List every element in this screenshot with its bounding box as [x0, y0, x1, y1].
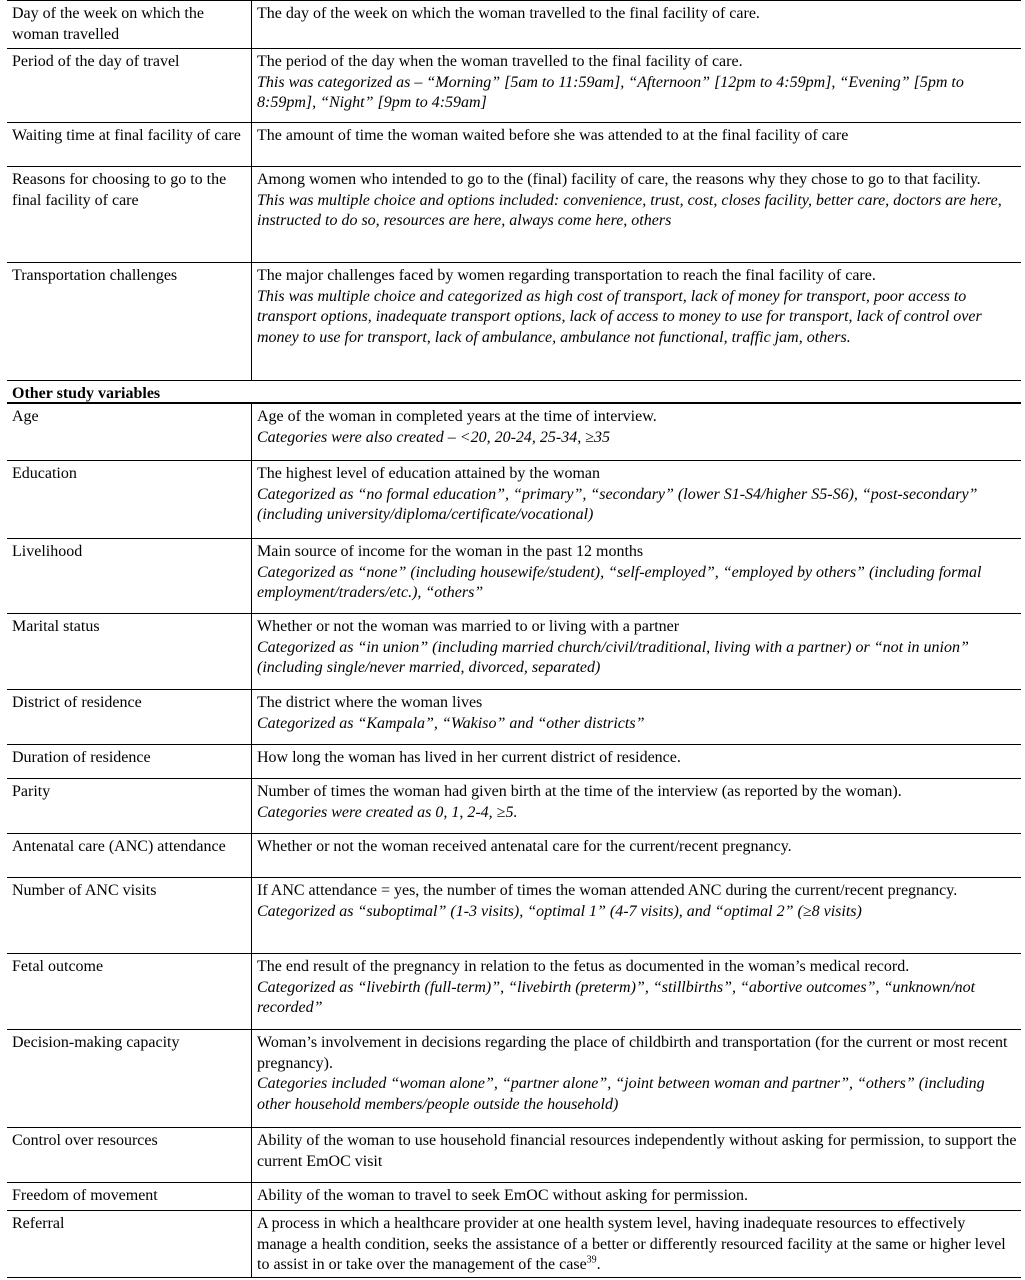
row-description: Ability of the woman to use household financial resources independently without asking for permission, to support the current EmOC visit [257, 1132, 1017, 1170]
row-label: Reasons for choosing to go to the final facility of care [12, 171, 227, 209]
column-divider [251, 0, 252, 380]
table-row [7, 0, 1021, 48]
row-note: Categorized as “suboptimal” (1-3 visits), “optimal 1” (4-7 visits), and “optimal 2” (≥8 visits) [257, 902, 862, 920]
row-label: Waiting time at final facility of care [12, 127, 241, 144]
row-description: The day of the week on which the woman travelled to the final facility of care. [257, 5, 760, 22]
table-row [7, 48, 1021, 122]
section-heading-row [7, 380, 1021, 402]
table-row [7, 1029, 1021, 1127]
table-row [7, 262, 1021, 380]
row-note: Categorized as “none” (including housewife/student), “self-employed”, “employed by others” (including formal employment/traders/etc.), “others” [257, 563, 982, 601]
table-row [7, 460, 1021, 538]
table-row [7, 402, 1021, 460]
row-description: Among women who intended to go to the (final) facility of care, the reasons why they chose to go to that facility. This was multiple choice and options included: convenience, trust, cost, closes facility, better care, doctors are here, instructed to do so, resources are here, always come here, others [257, 170, 1017, 232]
row-note: This was categorized as – “Morning” [5am to 11:59am], “Afternoon” [12pm to 4:59pm], “Evening” [5pm to 8:59pm], “Night” [9pm to 4:59am] [257, 73, 964, 111]
row-label: Transportation challenges [12, 267, 178, 284]
column-divider [251, 402, 252, 1278]
table-row [7, 122, 1021, 166]
row-note: Categorized as “no formal education”, “primary”, “secondary” (lower S1-S4/higher S5-S6), “post-secondary” (including university/diploma/certificate/vocational) [257, 485, 978, 523]
row-description: The period of the day when the woman travelled to the final facility of care. This was categorized as – “Morning” [5am to 11:59am], “Afternoon” [12pm to 4:59pm], “Evening” [5pm to 8:59pm], “Night” [9pm to 4:59am] [257, 52, 1017, 114]
row-label: Referral [12, 1215, 65, 1232]
table-row [7, 877, 1021, 953]
table-row [7, 613, 1021, 689]
row-description: Number of times the woman had given birth at the time of the interview (as reported by the woman). Categories were created as 0, 1, 2-4, ≥5. [257, 782, 1017, 823]
row-description: The amount of time the woman waited before she was attended to at the final facility of care [257, 127, 849, 144]
row-description: If ANC attendance = yes, the number of times the woman attended ANC during the current/recent pregnancy. Categorized as “suboptimal” (1-3 visits), “optimal 1” (4-7 visits), and “optimal 2” (≥8 visits) [257, 881, 1017, 922]
row-description: The highest level of education attained by the woman Categorized as “no formal education”, “primary”, “secondary” (lower S1-S4/higher S5-S6), “post-secondary” (including university/diploma/certificate/vocational) [257, 464, 1017, 526]
row-label: Control over resources [12, 1132, 158, 1149]
row-description: A process in which a healthcare provider at one health system level, having inadequate resources to effectively manage a health condition, seeks the assistance of a better or differently resourced facility at the same or higher level to assist in or take over the management of the case$^{39}$. [257, 1215, 1006, 1273]
row-note: Categories were also created – <20, 20-24, 25-34, ≥35 [257, 428, 611, 446]
row-note: Categorized as “Kampala”, “Wakiso” and “other districts” [257, 714, 645, 732]
row-label: Age [12, 408, 39, 425]
row-description: Ability of the woman to travel to seek EmOC without asking for permission. [257, 1187, 749, 1204]
table-row [7, 1182, 1021, 1210]
row-label: Period of the day of travel [12, 53, 180, 70]
row-description: The major challenges faced by women regarding transportation to reach the final facility of care. This was multiple choice and categorized as high cost of transport, lack of money for transport, poor access to transport options, inadequate transport options, lack of access to money to use for transport, lack of control over money to use for transport, lack of ambulance, ambulance not functional, traffic jam, others. [257, 266, 1017, 348]
row-description: How long the woman has lived in her current district of residence. [257, 749, 681, 766]
row-label: Freedom of movement [12, 1187, 158, 1204]
table-row [7, 1210, 1021, 1278]
row-description: Woman’s involvement in decisions regarding the place of childbirth and transportation (for the current or most recent pregnancy). Categories included “woman alone”, “partner alone”, “joint between woman and partner”, “others” (including other household members/people outside the household) [257, 1033, 1017, 1115]
row-label: Parity [12, 783, 51, 800]
row-note: Categorized as “livebirth (full-term)”, “livebirth (preterm)”, “stillbirths”, “abortive outcomes”, “unknown/not recorded” [257, 978, 976, 1016]
row-label: Livelihood [12, 543, 83, 560]
row-label: Antenatal care (ANC) attendance [12, 838, 226, 855]
table-row [7, 689, 1021, 744]
table-row [7, 538, 1021, 613]
row-note: This was multiple choice and options included: convenience, trust, cost, closes facility, better care, doctors are here, instructed to do so, resources are here, always come here, others [257, 191, 1002, 229]
table-row [7, 953, 1021, 1029]
reference-superscript: 39 [586, 1254, 597, 1266]
row-note: Categories included “woman alone”, “partner alone”, “joint between woman and partner”, “others” (including other household members/people outside the household) [257, 1075, 985, 1113]
table-row [7, 1127, 1021, 1182]
row-label: Education [12, 465, 77, 482]
row-label: Day of the week on which the woman travelled [12, 5, 204, 43]
table-row [7, 833, 1021, 877]
row-label: Decision-making capacity [12, 1034, 180, 1051]
row-note: This was multiple choice and categorized as high cost of transport, lack of money for transport, poor access to transport options, inadequate transport options, lack of access to money to use for transport, lack of control over money to use for transport, lack of ambulance, ambulance not functional, traffic jam, others. [257, 287, 982, 346]
row-description: Whether or not the woman received antenatal care for the current/recent pregnancy. [257, 838, 792, 855]
row-note: Categories were created as 0, 1, 2-4, ≥5. [257, 803, 518, 821]
row-description: Whether or not the woman was married to or living with a partner Categorized as “in union” (including married church/civil/traditional, living with a partner) or “not in union” (including single/never married, divorced, separated) [257, 617, 1017, 679]
table-bottom-rule [7, 1277, 1021, 1278]
section-heading: Other study variables [12, 385, 161, 402]
row-label: Duration of residence [12, 749, 151, 766]
row-description: Main source of income for the woman in the past 12 months Categorized as “none” (including housewife/student), “self-employed”, “employed by others” (including formal employment/traders/etc.), “others” [257, 542, 1017, 604]
row-label: Marital status [12, 618, 100, 635]
table-row [7, 744, 1021, 778]
row-description: The district where the woman lives Categorized as “Kampala”, “Wakiso” and “other districts” [257, 693, 1017, 734]
row-label: Fetal outcome [12, 958, 104, 975]
table-row [7, 778, 1021, 833]
table-row [7, 166, 1021, 262]
row-label: Number of ANC visits [12, 882, 157, 899]
row-description: The end result of the pregnancy in relation to the fetus as documented in the woman’s medical record. Categorized as “livebirth (full-term)”, “livebirth (preterm)”, “stillbirths”, “abortive outcomes”, “unknown/not recorded” [257, 957, 1017, 1019]
row-label: District of residence [12, 694, 142, 711]
row-description: Age of the woman in completed years at the time of interview. Categories were also created – <20, 20-24, 25-34, ≥35 [257, 407, 1017, 448]
row-note: Categorized as “in union” (including married church/civil/traditional, living with a partner) or “not in union” (including single/never married, divorced, separated) [257, 638, 969, 676]
